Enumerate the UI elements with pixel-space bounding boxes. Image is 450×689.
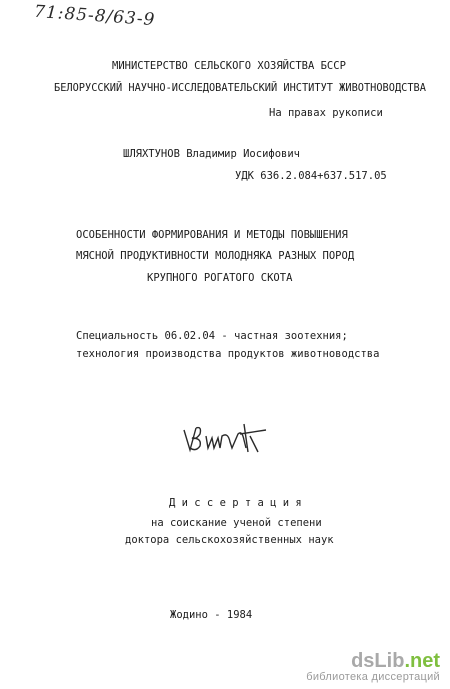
handwritten-signature [178,412,278,460]
ministry-header: МИНИСТЕРСТВО СЕЛЬСКОГО ХОЗЯЙСТВА БССР [112,60,346,72]
udk-code: УДК 636.2.084+637.517.05 [235,170,387,182]
institute-header: БЕЛОРУССКИЙ НАУЧНО-ИССЛЕДОВАТЕЛЬСКИЙ ИНСТИТУТ ЖИВОТНОВОДСТВА [54,82,426,94]
archive-number: 71:85-8/63-9 [33,1,157,31]
dissertation-line-2: доктора сельскохозяйственных наук [125,534,334,546]
dslib-watermark [306,651,440,683]
title-line-3: КРУПНОГО РОГАТОГО СКОТА [147,272,293,284]
dissertation-line-1: на соискание ученой степени [151,517,322,529]
author-name: ШЛЯХТУНОВ Владимир Иосифович [123,148,301,160]
title-line-2: МЯСНОЙ ПРОДУКТИВНОСТИ МОЛОДНЯКА РАЗНЫХ ПОРОД [76,250,355,262]
place-year: Жодино - 1984 [170,609,253,621]
dslib-subtitle: библиотека диссертаций [306,671,440,683]
specialty-line-2: технология производства продуктов животноводства [76,348,380,360]
specialty-line-1: Специальность 06.02.04 - частная зоотехния; [76,330,348,342]
dslib-logo: dsLib.net [351,650,440,672]
dissertation-label: Д и с с е р т а ц и я [169,497,302,509]
title-line-1: ОСОБЕННОСТИ ФОРМИРОВАНИЯ И МЕТОДЫ ПОВЫШЕНИЯ [76,229,348,241]
rights-notice: На правах рукописи [269,107,383,119]
